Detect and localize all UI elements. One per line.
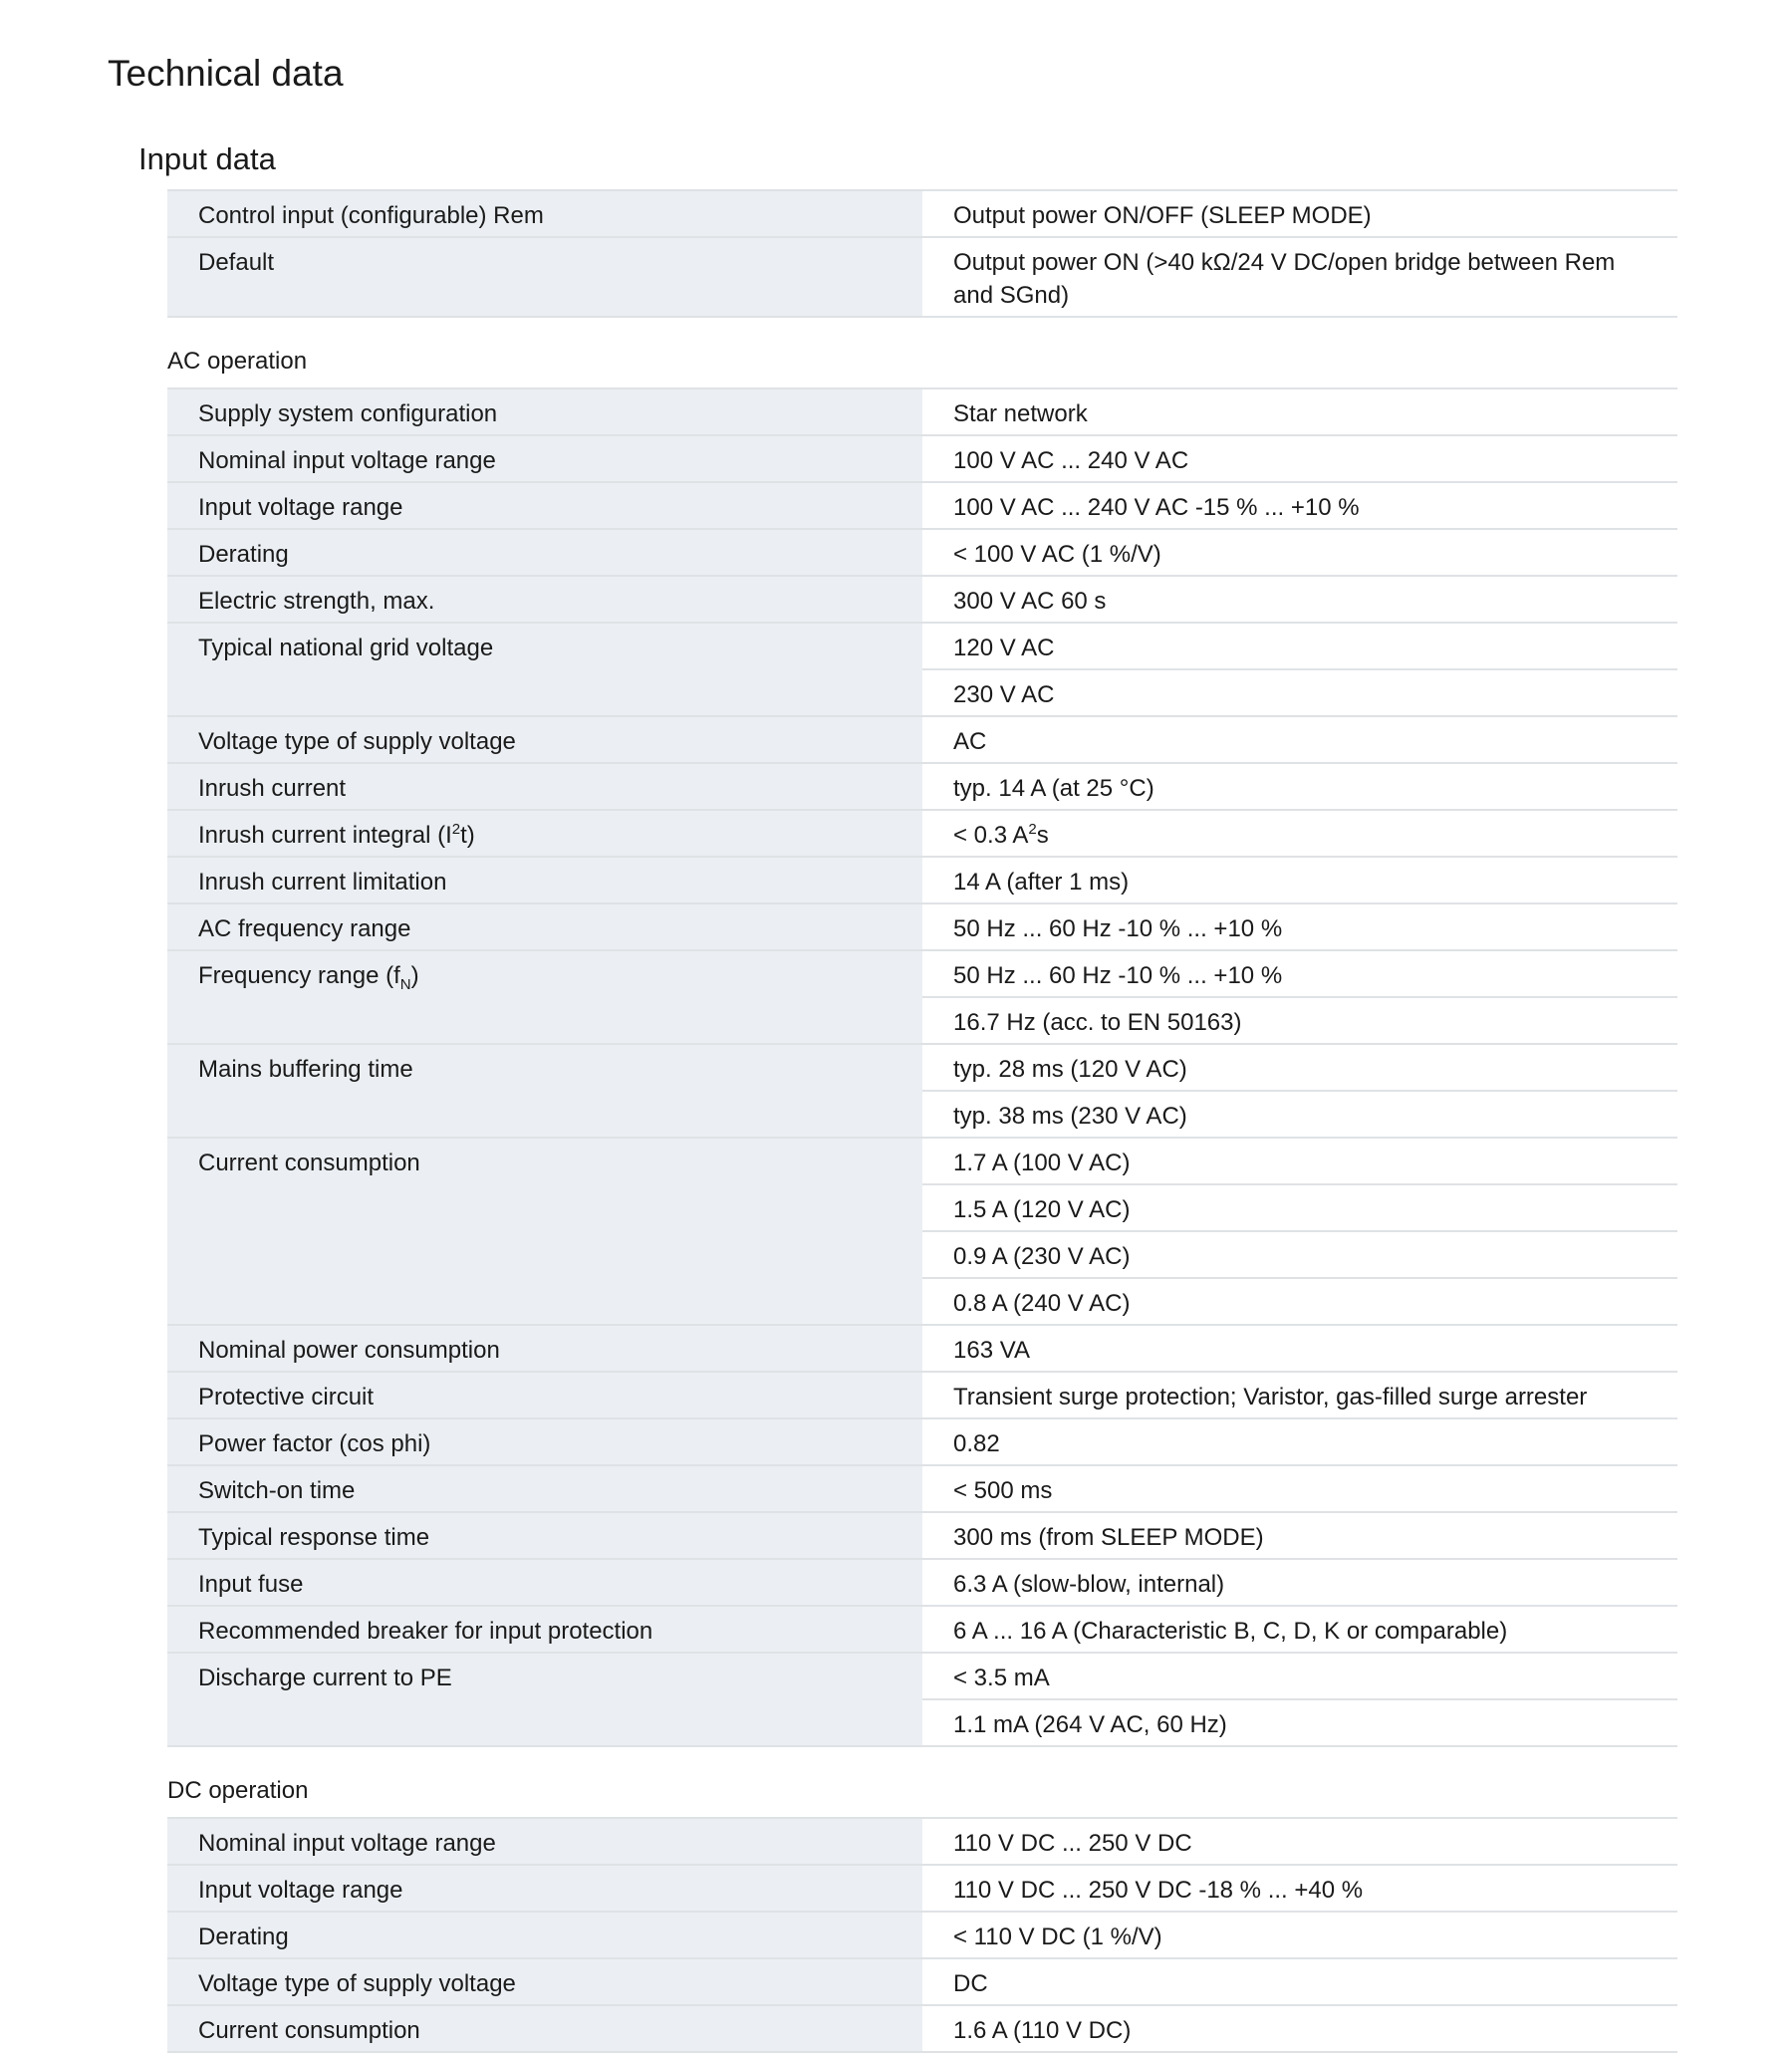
- spec-value: Star network: [922, 388, 1677, 435]
- spec-table: [167, 189, 1677, 318]
- spec-label: Current consumption: [167, 1138, 922, 1325]
- table-row: [167, 857, 1677, 903]
- table-row: [167, 950, 1677, 997]
- spec-table: [167, 1817, 1677, 2053]
- spec-value: typ. 14 A (at 25 °C): [922, 763, 1677, 810]
- spec-value: 300 ms (from SLEEP MODE): [922, 1512, 1677, 1559]
- table-row: [167, 388, 1677, 435]
- table-row: [167, 1465, 1677, 1512]
- spec-value: 300 V AC 60 s: [922, 576, 1677, 623]
- spec-label: Voltage type of supply voltage: [167, 1958, 922, 2005]
- spec-value: 230 V AC: [922, 669, 1677, 716]
- spec-value: 0.8 A (240 V AC): [922, 1278, 1677, 1325]
- spec-content: [167, 189, 1677, 2053]
- group-title: DC operation: [167, 1777, 309, 1804]
- spec-table: [167, 387, 1677, 1747]
- spec-value: 16.7 Hz (acc. to EN 50163): [922, 997, 1677, 1044]
- spec-label: Derating: [167, 529, 922, 576]
- spec-value: 110 V DC ... 250 V DC -18 % ... +40 %: [922, 1865, 1677, 1912]
- table-row: [167, 1138, 1677, 1184]
- spec-value: < 100 V AC (1 %/V): [922, 529, 1677, 576]
- spec-label: Current consumption: [167, 2005, 922, 2052]
- spec-value: 6 A ... 16 A (Characteristic B, C, D, K or comparable): [922, 1606, 1677, 1653]
- spec-label: Input fuse: [167, 1559, 922, 1606]
- table-row: [167, 190, 1677, 237]
- spec-value: 100 V AC ... 240 V AC: [922, 435, 1677, 482]
- spec-label: Input voltage range: [167, 1865, 922, 1912]
- spec-value: 50 Hz ... 60 Hz -10 % ... +10 %: [922, 903, 1677, 950]
- spec-value: 0.82: [922, 1418, 1677, 1465]
- spec-label: Power factor (cos phi): [167, 1418, 922, 1465]
- spec-label: Discharge current to PE: [167, 1653, 922, 1746]
- spec-label: Mains buffering time: [167, 1044, 922, 1138]
- section-title: Input data: [138, 141, 276, 176]
- spec-value: 110 V DC ... 250 V DC: [922, 1818, 1677, 1865]
- table-row: [167, 810, 1677, 857]
- spec-label: Supply system configuration: [167, 388, 922, 435]
- table-row: [167, 1044, 1677, 1091]
- spec-label: Frequency range $(f_N)$: [167, 950, 922, 1044]
- spec-value: DC: [922, 1958, 1677, 2005]
- table-row: [167, 1818, 1677, 1865]
- spec-label: Switch-on time: [167, 1465, 922, 1512]
- page-title: Technical data: [108, 53, 344, 94]
- spec-value: 120 V AC: [922, 623, 1677, 669]
- table-row: [167, 763, 1677, 810]
- table-row: [167, 1606, 1677, 1653]
- table-row: [167, 2005, 1677, 2052]
- table-row: [167, 1325, 1677, 1372]
- table-row: [167, 716, 1677, 763]
- spec-value: < 110 V DC (1 %/V): [922, 1912, 1677, 1958]
- table-row: [167, 1912, 1677, 1958]
- table-row: [167, 903, 1677, 950]
- table-row: [167, 1865, 1677, 1912]
- spec-label: Electric strength, max.: [167, 576, 922, 623]
- spec-value: 1.6 A (110 V DC): [922, 2005, 1677, 2052]
- spec-label: Nominal input voltage range: [167, 1818, 922, 1865]
- spec-value: < 500 ms: [922, 1465, 1677, 1512]
- spec-label: Typical response time: [167, 1512, 922, 1559]
- spec-value: 50 Hz ... 60 Hz -10 % ... +10 %: [922, 950, 1677, 997]
- spec-value: 6.3 A (slow-blow, internal): [922, 1559, 1677, 1606]
- spec-value: 14 A (after 1 ms): [922, 857, 1677, 903]
- table-row: [167, 1418, 1677, 1465]
- spec-value: typ. 28 ms (120 V AC): [922, 1044, 1677, 1091]
- table-row: [167, 1958, 1677, 2005]
- spec-label: Derating: [167, 1912, 922, 1958]
- spec-value: Output power ON/OFF (SLEEP MODE): [922, 190, 1677, 237]
- spec-label: Inrush current: [167, 763, 922, 810]
- table-row: [167, 1372, 1677, 1418]
- spec-value: typ. 38 ms (230 V AC): [922, 1091, 1677, 1138]
- spec-label: Nominal input voltage range: [167, 435, 922, 482]
- spec-label: Voltage type of supply voltage: [167, 716, 922, 763]
- spec-label: Control input (configurable) Rem: [167, 190, 922, 237]
- table-row: [167, 482, 1677, 529]
- spec-value: 1.5 A (120 V AC): [922, 1184, 1677, 1231]
- spec-value: 1.1 mA (264 V AC, 60 Hz): [922, 1699, 1677, 1746]
- spec-label: Nominal power consumption: [167, 1325, 922, 1372]
- spec-label: Inrush current integral $(I^2t)$: [167, 810, 922, 857]
- group-title: AC operation: [167, 348, 308, 375]
- spec-value: Transient surge protection; Varistor, gas-filled surge arrester: [922, 1372, 1677, 1418]
- spec-value: < 3.5 mA: [922, 1653, 1677, 1699]
- spec-value: Output power ON (>40 kΩ/24 V DC/open bridge between Rem and SGnd): [922, 237, 1677, 317]
- spec-label: AC frequency range: [167, 903, 922, 950]
- table-row: [167, 435, 1677, 482]
- table-row: [167, 1512, 1677, 1559]
- spec-label: Recommended breaker for input protection: [167, 1606, 922, 1653]
- table-row: [167, 1559, 1677, 1606]
- table-row: [167, 623, 1677, 669]
- spec-value: 163 VA: [922, 1325, 1677, 1372]
- table-row: [167, 576, 1677, 623]
- spec-label: Typical national grid voltage: [167, 623, 922, 716]
- spec-label: Protective circuit: [167, 1372, 922, 1418]
- spec-label: Inrush current limitation: [167, 857, 922, 903]
- spec-label: Input voltage range: [167, 482, 922, 529]
- spec-label: Default: [167, 237, 922, 317]
- spec-value: AC: [922, 716, 1677, 763]
- spec-value: 0.9 A (230 V AC): [922, 1231, 1677, 1278]
- table-row: [167, 529, 1677, 576]
- spec-value: 1.7 A (100 V AC): [922, 1138, 1677, 1184]
- spec-value: < 0.3 $A^2s$: [922, 810, 1677, 857]
- spec-value: 100 V AC ... 240 V AC -15 % ... +10 %: [922, 482, 1677, 529]
- table-row: [167, 1653, 1677, 1699]
- table-row: [167, 237, 1677, 317]
